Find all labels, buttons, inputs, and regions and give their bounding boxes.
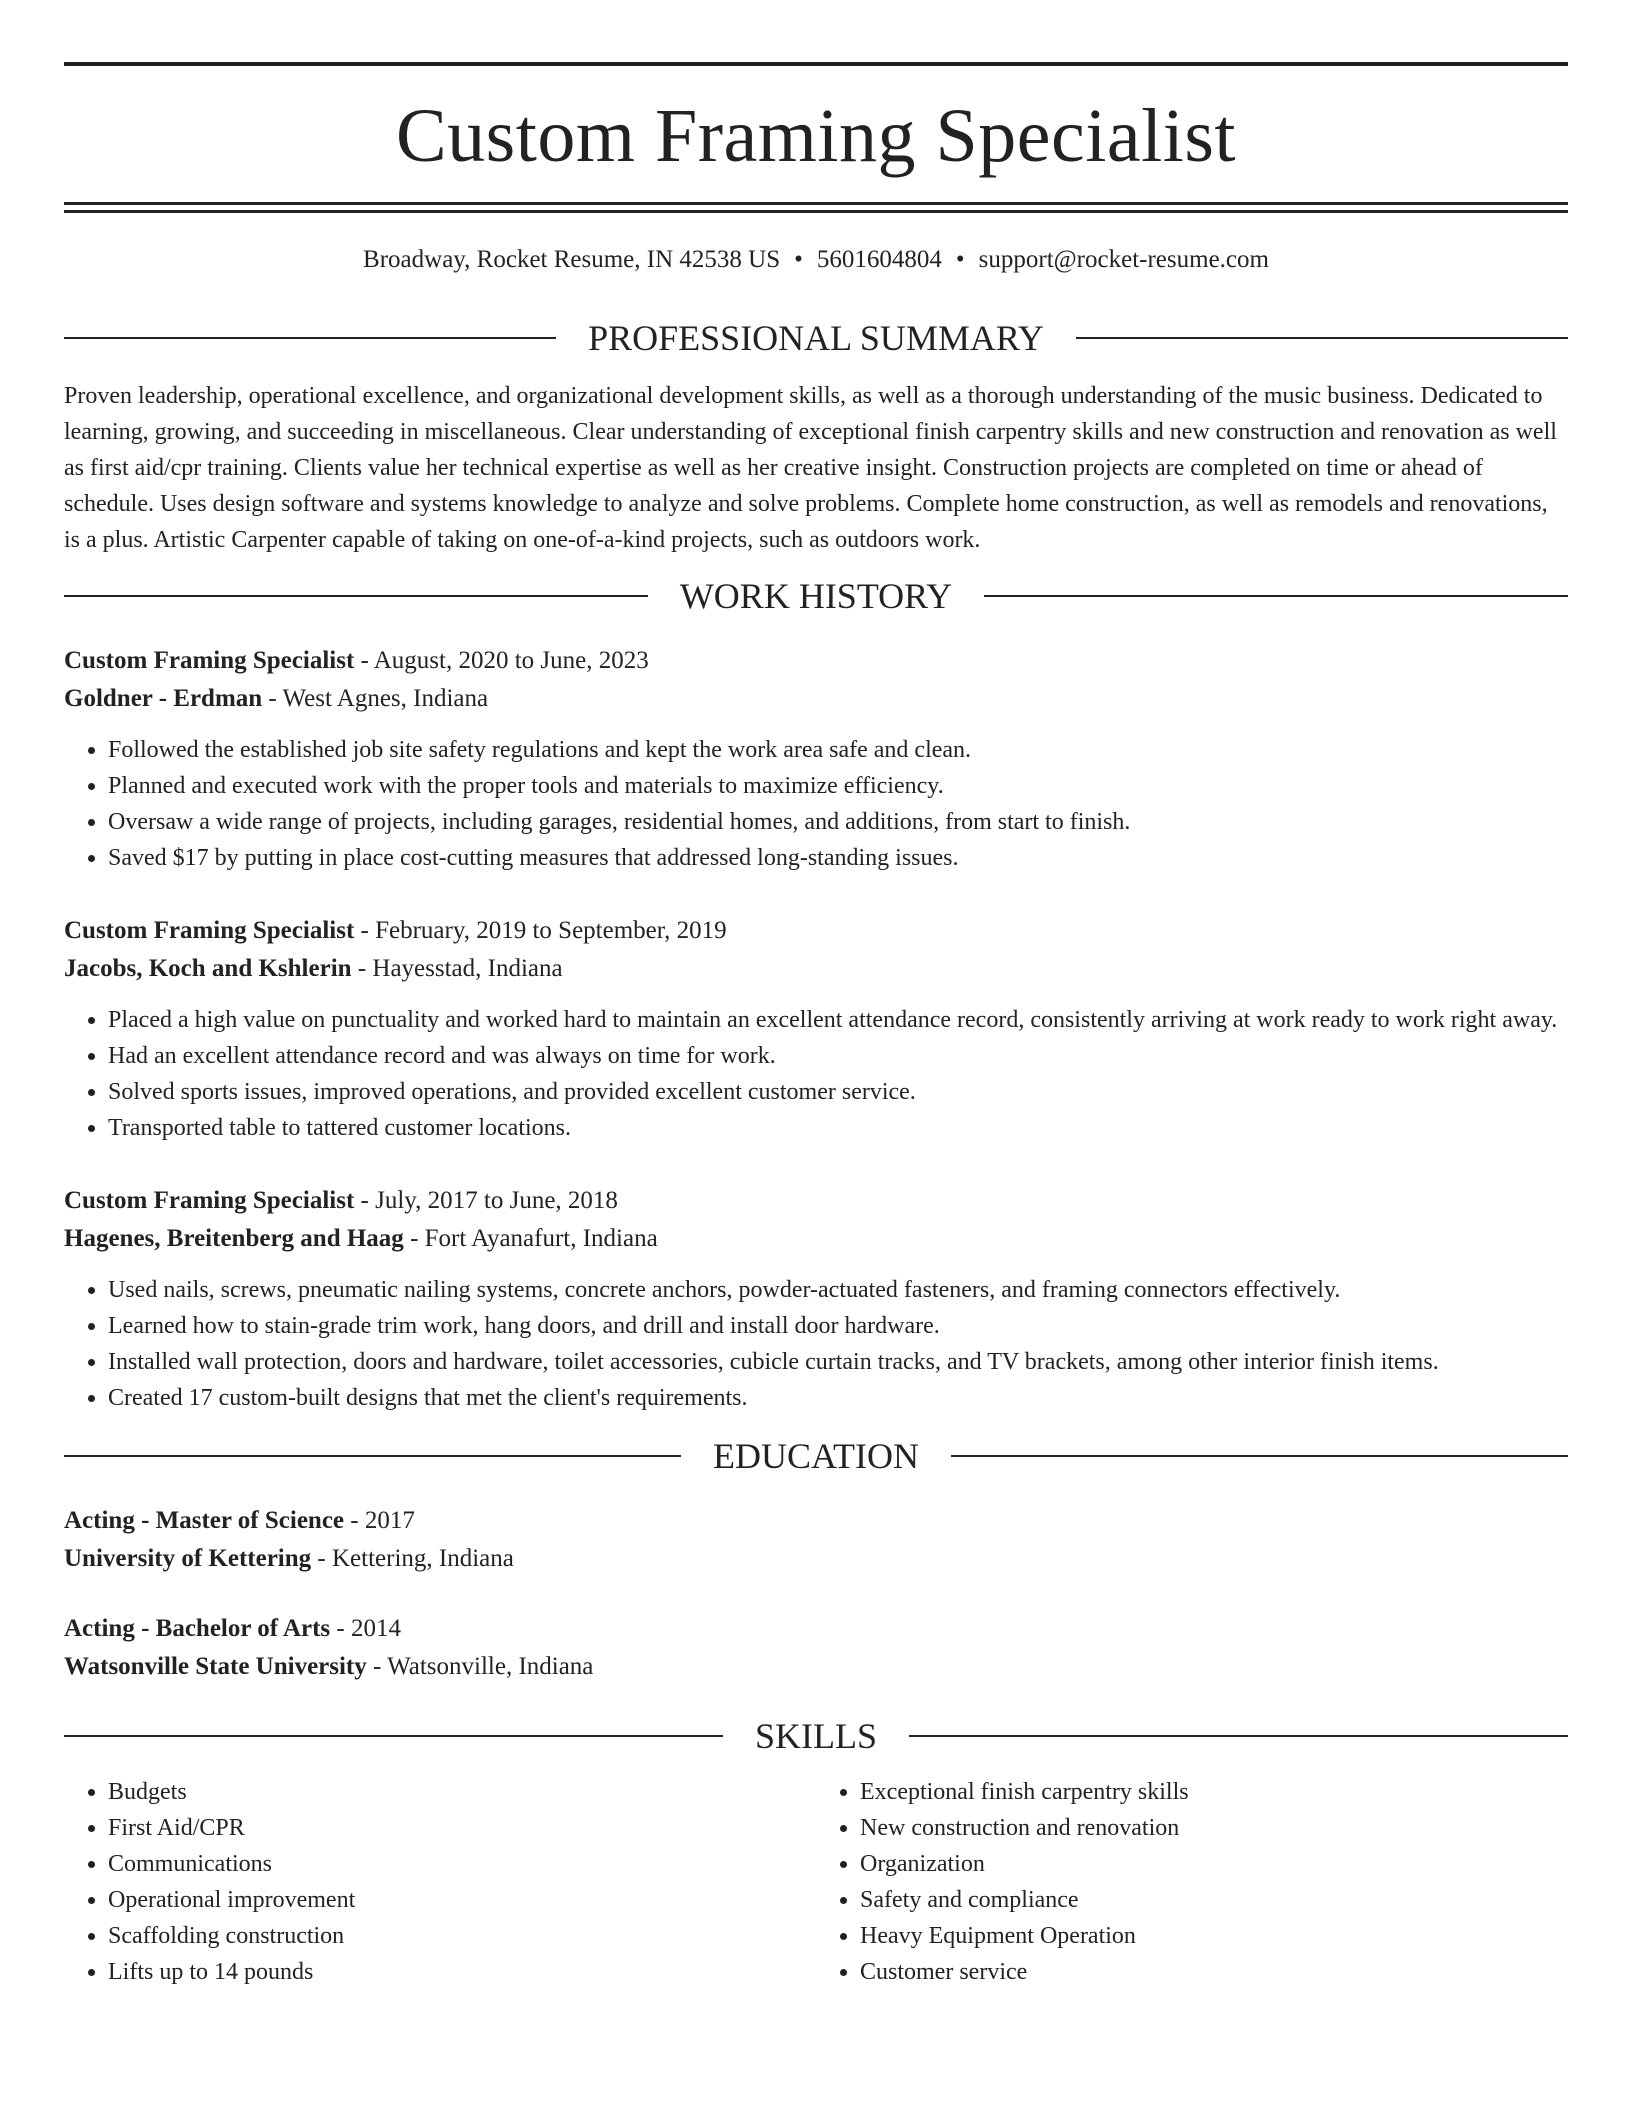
contact-separator: • xyxy=(955,246,965,273)
education-entry xyxy=(64,1502,1568,1578)
name-double-rule xyxy=(64,202,1568,213)
skill-item: • Budgets xyxy=(108,1774,816,1810)
job-bullet: • Had an excellent attendance record and was always on time for work. xyxy=(108,1038,1568,1074)
section-title: PROFESSIONAL SUMMARY xyxy=(588,318,1044,358)
job-company-line xyxy=(64,680,1568,718)
skill-item: • New construction and renovation xyxy=(860,1810,1568,1846)
job-title: Custom Framing Specialist xyxy=(64,647,355,674)
skill-item: • Scaffolding construction xyxy=(108,1918,816,1954)
job-bullet: • Planned and executed work with the proper tools and materials to maximize efficiency. xyxy=(108,768,1568,804)
contact-line xyxy=(64,247,1568,272)
job-entry xyxy=(64,912,1568,1146)
job-bullet: • Placed a high value on punctuality and worked hard to maintain an excellent attendance record, consistently arriving at work ready to work right away. xyxy=(108,1002,1568,1038)
job-title-line xyxy=(64,912,1568,950)
heading-rule xyxy=(909,1735,1568,1737)
job-bullet: • Followed the established job site safety regulations and kept the work area safe and clean. xyxy=(108,732,1568,768)
job-bullet: • Saved $17 by putting in place cost-cutting measures that addressed long-standing issues. xyxy=(108,840,1568,876)
job-title-line xyxy=(64,642,1568,680)
job-location: - West Agnes, Indiana xyxy=(262,685,489,712)
degree-line xyxy=(64,1502,1568,1540)
skill-item: • Exceptional finish carpentry skills xyxy=(860,1774,1568,1810)
job-title: Custom Framing Specialist xyxy=(64,1187,355,1214)
job-title-line xyxy=(64,1182,1568,1220)
skill-item: • Customer service xyxy=(860,1954,1568,1990)
skill-item: • Communications xyxy=(108,1846,816,1882)
job-bullet: • Transported table to tattered customer locations. xyxy=(108,1110,1568,1146)
degree-year: - 2017 xyxy=(344,1507,415,1534)
job-dates: - August, 2020 to June, 2023 xyxy=(354,647,649,674)
school-location: - Kettering, Indiana xyxy=(311,1545,514,1572)
job-bullet: • Created 17 custom-built designs that met the client's requirements. xyxy=(108,1380,1568,1416)
heading-rule xyxy=(64,337,556,339)
skill-item: • Organization xyxy=(860,1846,1568,1882)
section-heading-education xyxy=(64,1438,1568,1474)
section-heading-work-history xyxy=(64,578,1568,614)
job-company: Jacobs, Koch and Kshlerin xyxy=(64,955,352,982)
section-title: WORK HISTORY xyxy=(679,576,953,616)
skills-list-left xyxy=(64,1774,816,1990)
job-bullets xyxy=(64,1002,1568,1146)
skills-columns xyxy=(64,1774,1568,1990)
section-heading-skills xyxy=(64,1718,1568,1754)
degree: Acting - Bachelor of Arts xyxy=(64,1615,331,1642)
heading-rule xyxy=(1076,337,1568,339)
degree-line xyxy=(64,1610,1568,1648)
section-heading-summary xyxy=(64,320,1568,356)
job-dates: - July, 2017 to June, 2018 xyxy=(354,1187,618,1214)
job-bullet: • Installed wall protection, doors and hardware, toilet accessories, cubicle curtain tracks, and TV brackets, among other interior finish items. xyxy=(108,1344,1568,1380)
school-line xyxy=(64,1540,1568,1578)
contact-separator: • xyxy=(794,246,803,273)
resume-name: Custom Framing Specialist xyxy=(395,94,1237,178)
skill-item: • Lifts up to 14 pounds xyxy=(108,1954,816,1990)
job-location: - Hayesstad, Indiana xyxy=(351,955,563,982)
skill-item: • Heavy Equipment Operation xyxy=(860,1918,1568,1954)
job-location: - Fort Ayanafurt, Indiana xyxy=(403,1225,658,1252)
job-company: Goldner - Erdman xyxy=(64,685,263,712)
job-bullet: • Used nails, screws, pneumatic nailing systems, concrete anchors, powder-actuated fasteners, and framing connectors effectively. xyxy=(108,1272,1568,1308)
job-company-line xyxy=(64,950,1568,988)
job-dates: - February, 2019 to September, 2019 xyxy=(354,917,727,944)
heading-rule xyxy=(64,1735,723,1737)
job-bullet: • Oversaw a wide range of projects, including garages, residential homes, and additions, from start to finish. xyxy=(108,804,1568,840)
job-bullet: • Learned how to stain-grade trim work, hang doors, and drill and install door hardware. xyxy=(108,1308,1568,1344)
heading-rule xyxy=(951,1455,1568,1457)
heading-rule xyxy=(64,1455,681,1457)
section-title: SKILLS xyxy=(755,1716,878,1756)
job-title: Custom Framing Specialist xyxy=(64,917,355,944)
summary-paragraph: Proven leadership, operational excellence, and organizational development skills, as well as a thorough understanding of the music business. Dedicated to learning, growing, and succeeding in miscellaneous. Clear understanding of exceptional finish carpentry skills and new construction and renovation as well as first aid/cpr training. Clients value her technical expertise as well as her creative insight. Construction projects are completed on time or ahead of schedule. Uses design software and systems knowledge to analyze and solve problems. Complete home construction, as well as remodels and renovations, is a plus. Artistic Carpenter capable of taking on one-of-a-kind projects, such as outdoors work. xyxy=(64,383,1557,553)
school: University of Kettering xyxy=(64,1545,312,1572)
contact-email: support@rocket-resume.com xyxy=(978,246,1269,273)
school-line xyxy=(64,1648,1568,1686)
heading-rule xyxy=(984,595,1568,597)
education-entry xyxy=(64,1610,1568,1686)
degree: Acting - Master of Science xyxy=(64,1507,345,1534)
degree-year: - 2014 xyxy=(330,1615,401,1642)
job-entry xyxy=(64,642,1568,876)
school: Watsonville State University xyxy=(64,1653,367,1680)
section-title: EDUCATION xyxy=(713,1436,919,1476)
job-company-line xyxy=(64,1220,1568,1258)
job-bullet: • Solved sports issues, improved operations, and provided excellent customer service. xyxy=(108,1074,1568,1110)
skill-item: • Operational improvement xyxy=(108,1882,816,1918)
contact-phone: 5601604804 xyxy=(816,246,942,273)
skills-list-right xyxy=(816,1774,1568,1990)
contact-address: Broadway, Rocket Resume, IN 42538 US xyxy=(363,246,781,273)
job-bullets xyxy=(64,732,1568,876)
skill-item: • Safety and compliance xyxy=(860,1882,1568,1918)
heading-rule xyxy=(64,595,648,597)
job-entry xyxy=(64,1182,1568,1416)
job-company: Hagenes, Breitenberg and Haag xyxy=(64,1225,404,1252)
skill-item: • First Aid/CPR xyxy=(108,1810,816,1846)
school-location: - Watsonville, Indiana xyxy=(366,1653,594,1680)
job-bullets xyxy=(64,1272,1568,1416)
